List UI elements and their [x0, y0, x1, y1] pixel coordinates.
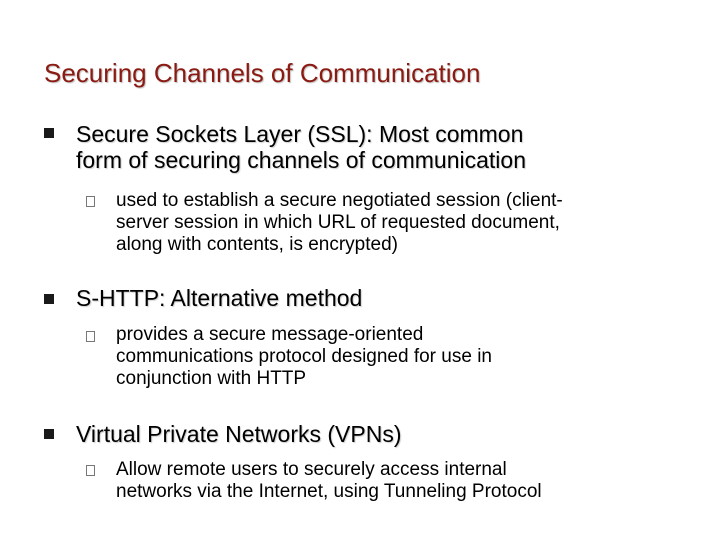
sub-vpn-line-1: Allow remote users to securely access internal	[116, 459, 507, 480]
sub-ssl-line-1: used to establish a secure negotiated session (client-	[116, 190, 563, 211]
sub-shttp-line-2: communications protocol designed for use in	[116, 346, 492, 367]
bullet-ssl-line-1: Secure Sockets Layer (SSL): Most common	[76, 121, 524, 147]
square-bullet-icon	[44, 294, 54, 304]
hollow-box-bullet-icon	[86, 196, 95, 207]
sub-ssl-line-3: along with contents, is encrypted)	[116, 234, 398, 255]
sub-ssl-line-2: server session in which URL of requested document,	[116, 212, 560, 233]
sub-shttp-line-3: conjunction with HTTP	[116, 368, 307, 389]
slide-title: Securing Channels of Communication	[44, 58, 481, 88]
sub-bullet-shttp-text	[116, 324, 492, 390]
bullet-ssl-text	[76, 121, 526, 173]
bullet-shttp-text	[76, 285, 362, 311]
sub-bullet-ssl-text	[116, 190, 563, 256]
sub-shttp-line-1: provides a secure message-oriented	[116, 324, 424, 345]
bullet-shttp-line-1: S-HTTP: Alternative method	[76, 285, 363, 311]
square-bullet-icon	[44, 429, 54, 439]
sub-bullet-vpn-text	[116, 459, 542, 503]
bullet-ssl-line-2: form of securing channels of communication	[76, 147, 526, 173]
hollow-box-bullet-icon	[86, 331, 95, 342]
square-bullet-icon	[44, 128, 54, 138]
hollow-box-bullet-icon	[86, 465, 95, 476]
bullet-vpn-line-1: Virtual Private Networks (VPNs)	[76, 421, 402, 447]
sub-vpn-line-2: networks via the Internet, using Tunneling Protocol	[116, 481, 542, 502]
bullet-vpn-text	[76, 421, 402, 447]
